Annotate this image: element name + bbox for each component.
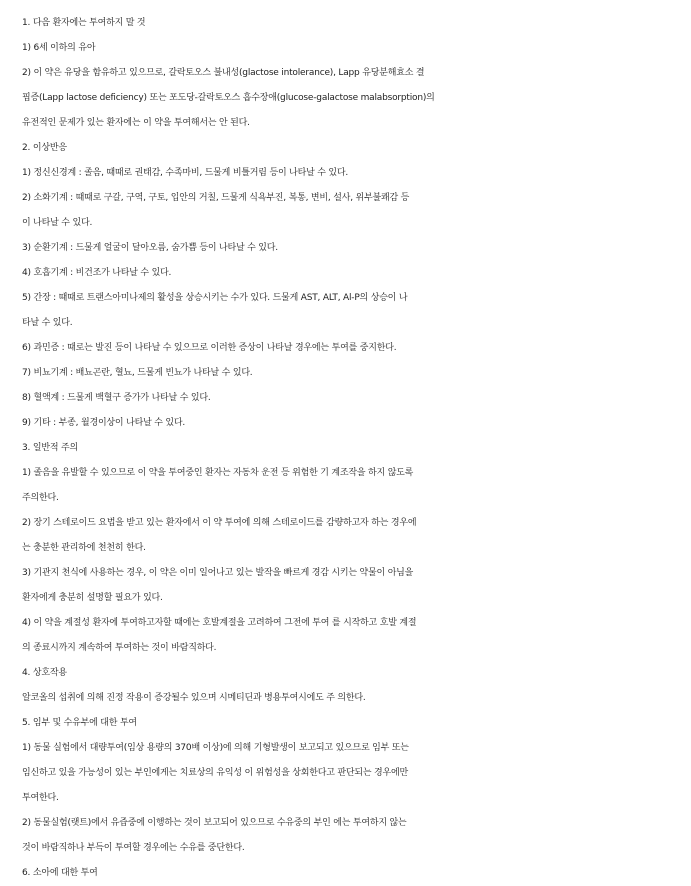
text-line: 2. 이상반응 <box>22 143 67 153</box>
text-line: 핍증(Lapp lactose deficiency) 또는 포도당-갈락토오스 흡수장애(glucose-galactose malabsorption)의 <box>22 93 435 103</box>
text-line: 주의한다. <box>22 493 59 503</box>
text-line: 3. 일반적 주의 <box>22 443 78 453</box>
text-line: 3) 기관지 천식에 사용하는 경우, 이 약은 이미 일어나고 있는 발작을 빠르게 경감 시키는 약물이 아님을 <box>22 568 414 578</box>
text-line: 의 종료시까지 계속하여 투여하는 것이 바람직하다. <box>22 643 217 653</box>
text-line: 2) 동물실험(랫트)에서 유즙중에 이행하는 것이 보고되어 있으므로 수유중의 부인 에는 투여하지 않는 <box>22 818 407 828</box>
text-line: 3) 순환기계 : 드물게 얼굴이 달아오름, 숨가쁨 등이 나타날 수 있다. <box>22 243 278 253</box>
text-line: 유전적인 문제가 있는 환자에는 이 약을 투여해서는 안 된다. <box>22 118 250 128</box>
text-line: 1. 다음 환자에는 투여하지 말 것 <box>22 18 146 28</box>
text-line: 환자에게 충분히 설명할 필요가 있다. <box>22 593 163 603</box>
text-line: 2) 장기 스테로이드 요법을 받고 있는 환자에서 이 약 투여에 의해 스테로이드를 감량하고자 하는 경우에 <box>22 518 417 528</box>
text-line: 1) 동물 실험에서 대량투여(임상 용량의 370배 이상)에 의해 기형발생이 보고되고 있으므로 임부 또는 <box>22 743 409 753</box>
text-line: 타날 수 있다. <box>22 318 73 328</box>
text-line: 는 충분한 관리하에 천천히 한다. <box>22 543 146 553</box>
text-line: 2) 소화기계 : 때때로 구갈, 구역, 구토, 입안의 거칠, 드물게 식욕부진, 복통, 변비, 설사, 위부불쾌감 등 <box>22 193 410 203</box>
text-line: 알코올의 섭취에 의해 진정 작용이 증강될수 있으며 시메티딘과 병용투여시에도 주 의한다. <box>22 693 366 703</box>
text-line: 8) 혈액계 : 드물게 백혈구 증가가 나타날 수 있다. <box>22 393 211 403</box>
text-line: 것이 바람직하나 부득이 투여할 경우에는 수유를 중단한다. <box>22 843 245 853</box>
text-line: 2) 이 약은 유당을 함유하고 있으므로, 갈락토오스 불내성(glactose intolerance), Lapp 유당분해효소 결 <box>22 68 425 78</box>
text-line: 6) 과민증 : 때로는 발진 등이 나타날 수 있으므로 이러한 증상이 나타날 경우에는 투여를 중지한다. <box>22 343 397 353</box>
text-line: 1) 졸음을 유발할 수 있으므로 이 약을 투여중인 환자는 자동차 운전 등 위험한 기 계조작을 하지 않도록 <box>22 468 414 478</box>
text-line: 7) 비뇨기계 : 배뇨곤란, 혈뇨, 드물게 빈뇨가 나타날 수 있다. <box>22 368 253 378</box>
text-line: 4) 이 약을 계절성 환자에 투여하고자할 때에는 호발계절을 고려하여 그전에 투여 를 시작하고 호발 계절 <box>22 618 417 628</box>
text-line: 4) 호흡기계 : 비건조가 나타날 수 있다. <box>22 268 172 278</box>
text-line: 9) 기타 : 부종, 월경이상이 나타날 수 있다. <box>22 418 186 428</box>
text-line: 4. 상호작용 <box>22 668 67 678</box>
text-line: 5) 간장 : 때때로 트랜스아미나제의 활성을 상승시키는 수가 있다. 드물게 AST, ALT, Al-P의 상승이 나 <box>22 293 408 303</box>
text-line: 6. 소아에 대한 투여 <box>22 868 98 878</box>
text-line: 임신하고 있을 가능성이 있는 부인에게는 치료상의 유익성 이 위험성을 상회한다고 판단되는 경우에만 <box>22 768 409 778</box>
text-line: 1) 6세 이하의 유아 <box>22 43 96 53</box>
text-line: 5. 임부 및 수유부에 대한 투여 <box>22 718 137 728</box>
text-line: 1) 정신신경계 : 졸음, 때때로 권태감, 수족마비, 드물게 비틀거림 등이 나타날 수 있다. <box>22 168 349 178</box>
text-line: 투여한다. <box>22 793 59 803</box>
text-line: 이 나타날 수 있다. <box>22 218 93 228</box>
